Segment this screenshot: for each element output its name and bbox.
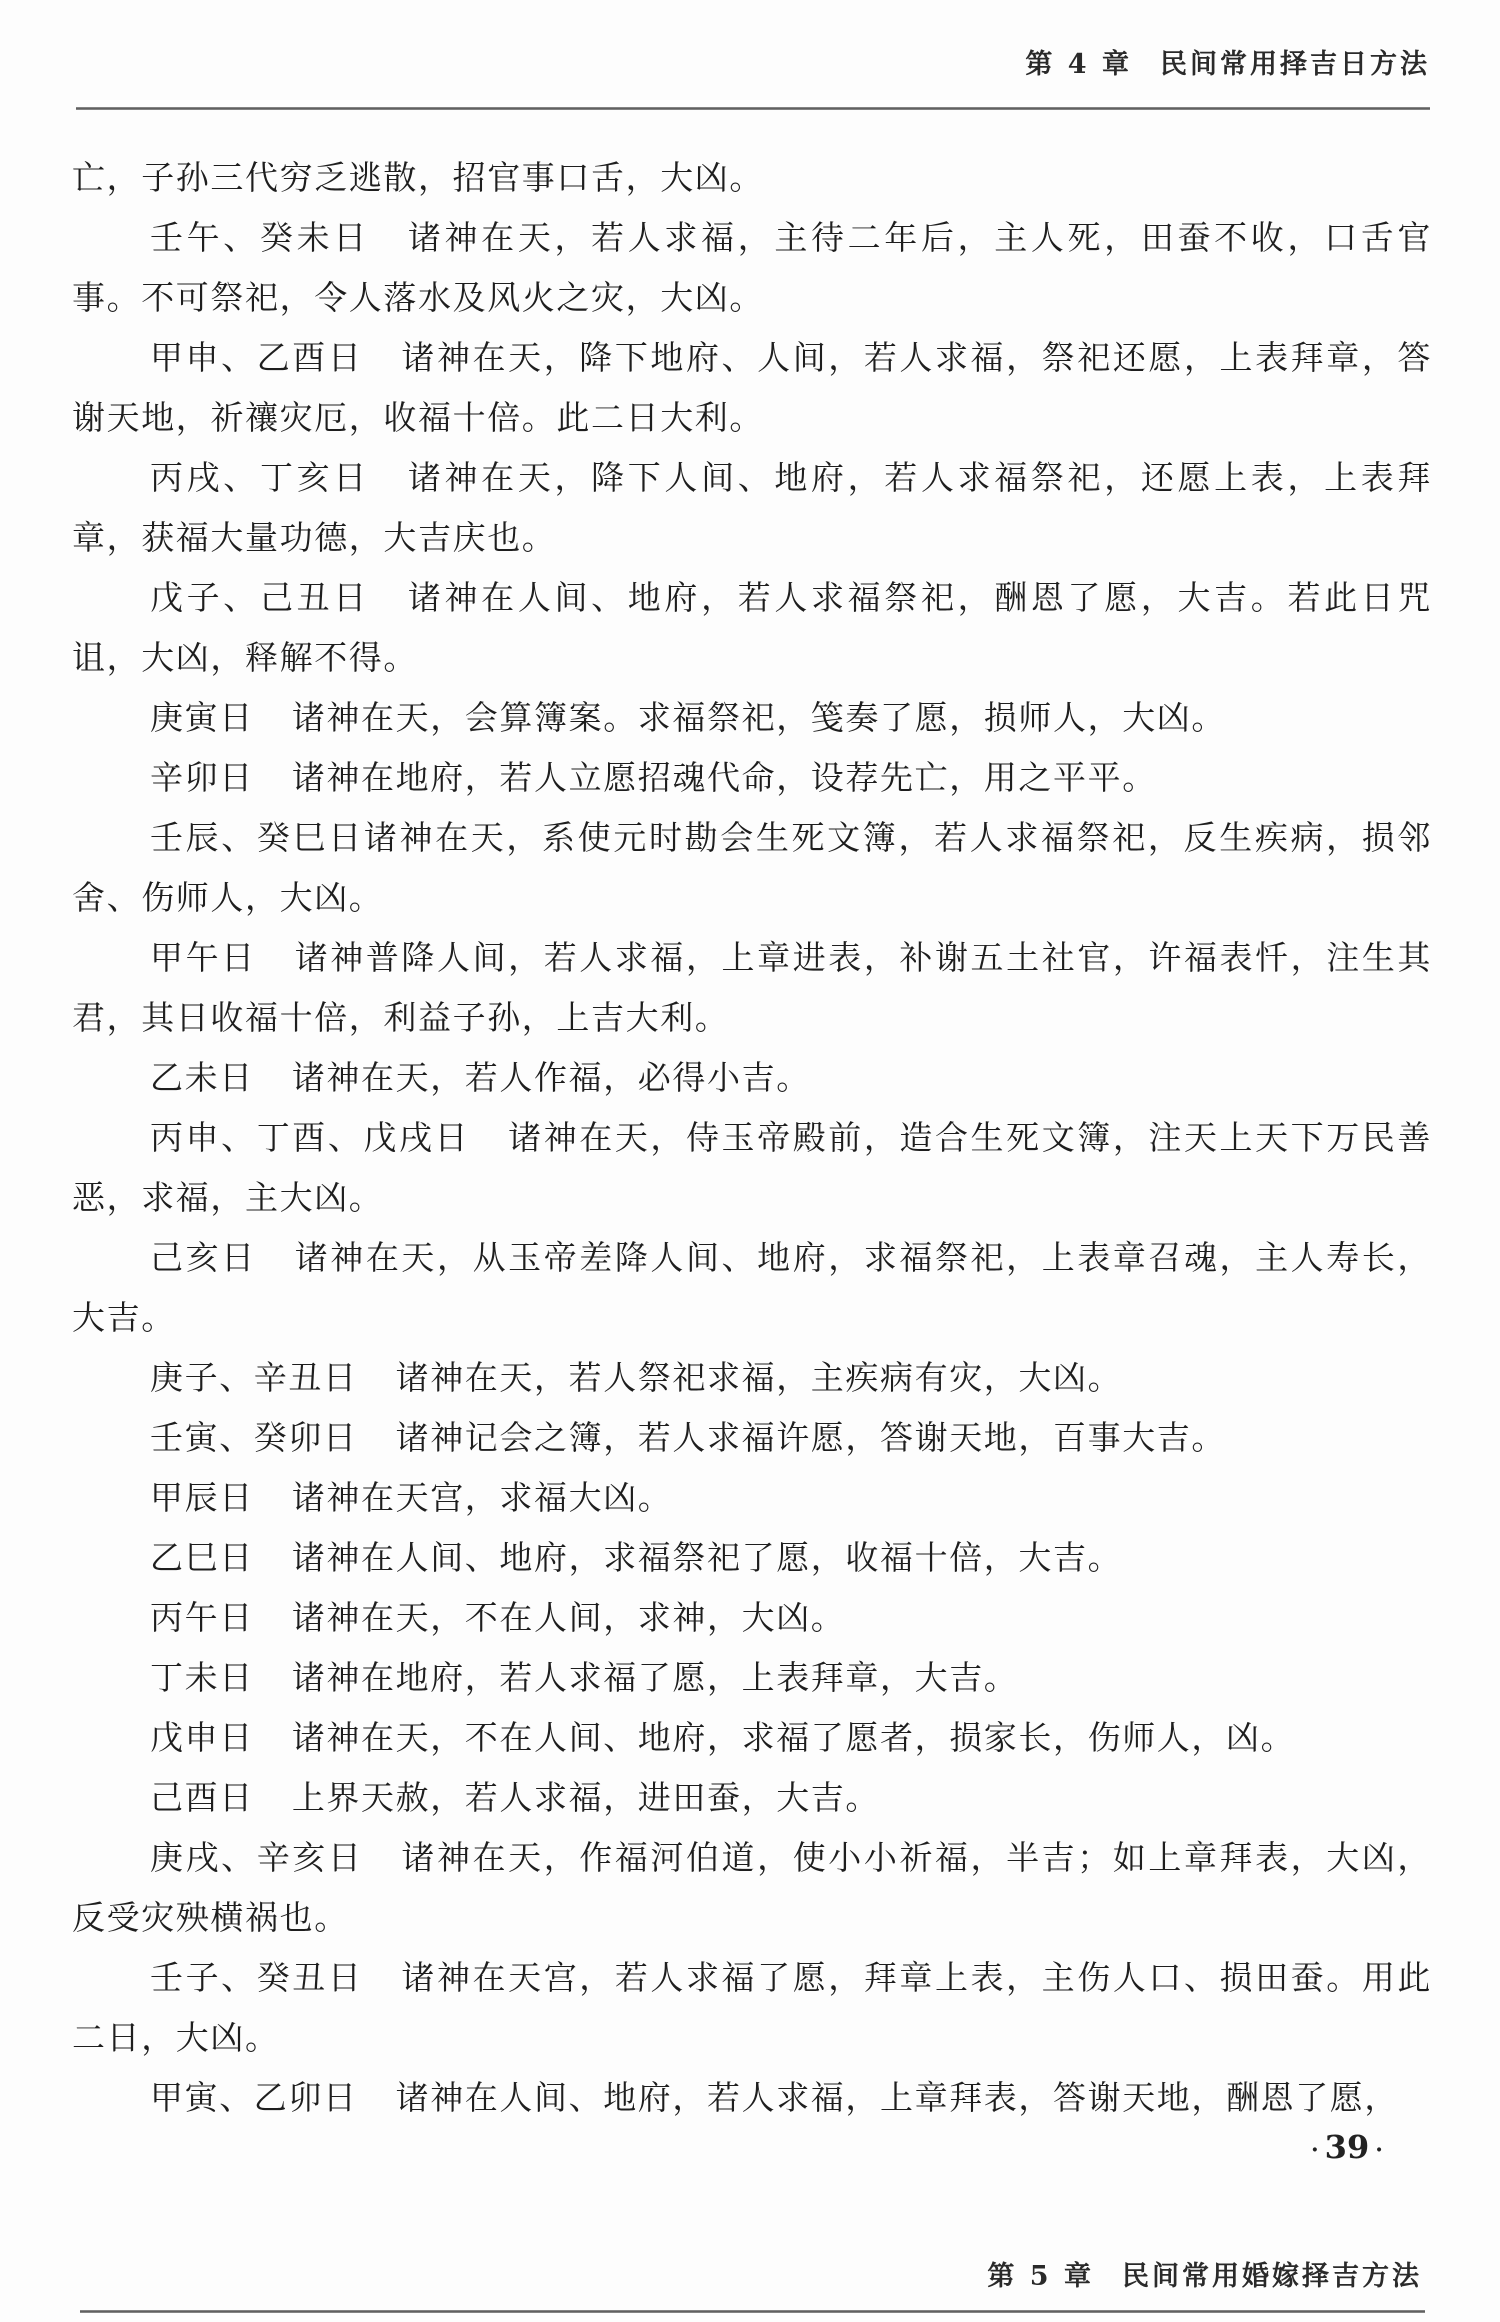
- paragraph-text: 诸神在天，不在人间、地府，求福了愿者，损家长，伤师人，凶。: [291, 1718, 1296, 1757]
- paragraph: [72, 1108, 1432, 1228]
- paragraph-text: 诸神在天，若人作福，必得小吉。: [291, 1058, 811, 1097]
- day-label: 壬午、癸未日: [150, 218, 370, 257]
- paragraph: [72, 1528, 1432, 1588]
- paragraph: [72, 1468, 1432, 1528]
- paragraph: [72, 748, 1432, 808]
- paragraph: [72, 148, 1432, 208]
- paragraph-text: 诸神在天，会算簿案。求福祭祀，笺奏了愿，损师人，大凶。: [291, 698, 1227, 737]
- paragraph-text: 诸神在天，不在人间，求神，大凶。: [291, 1598, 846, 1637]
- chapter-number: 第 5 章: [987, 2261, 1094, 2292]
- paragraph-text: 诸神在天，降下人间、地府，若人求福祭祀，还愿上表，上表拜章，获福大量功德，大吉庆也。: [72, 458, 1432, 557]
- paragraph-text: 诸神在人间、地府，求福祭祀了愿，收福十倍，大吉。: [291, 1538, 1123, 1577]
- running-header: [1025, 42, 1430, 81]
- page-number-value: 39: [1324, 2128, 1370, 2166]
- paragraph: [72, 568, 1432, 688]
- paragraph: [72, 328, 1432, 448]
- paragraph: [72, 1408, 1432, 1468]
- paragraph-text: 诸神记会之簿，若人求福许愿，答谢天地，百事大吉。: [395, 1418, 1227, 1457]
- day-label: 壬寅、癸卯日: [150, 1418, 358, 1457]
- paragraph-text: 诸神在天，侍玉帝殿前，造合生死文簿，注天上天下万民善恶，求福，主大凶。: [72, 1118, 1432, 1217]
- paragraph: [72, 1948, 1432, 2068]
- footer-rule: [80, 2310, 1425, 2313]
- page-number: [1305, 2128, 1389, 2166]
- paragraph: [72, 808, 1432, 928]
- paragraph: [72, 2068, 1432, 2128]
- paragraph-text: 诸神在地府，若人求福了愿，上表拜章，大吉。: [291, 1658, 1019, 1697]
- paragraph: [72, 1588, 1432, 1648]
- paragraph: [72, 1228, 1432, 1348]
- day-label: 甲申、乙酉日: [150, 338, 364, 377]
- paragraph-text: 亡，子孙三代穷乏逃散，招官事口舌，大凶。: [72, 158, 764, 197]
- paragraph: [72, 1828, 1432, 1948]
- day-label: 乙巳日: [150, 1538, 254, 1577]
- paragraph-text: 诸神在天，作福河伯道，使小小祈福，半吉；如上章拜表，大凶，反受灾殃横祸也。: [72, 1838, 1432, 1937]
- day-label: 己亥日: [150, 1238, 257, 1277]
- paragraph: [72, 208, 1432, 328]
- day-label: 壬辰、癸巳日: [150, 818, 364, 857]
- day-label: 丙戌、丁亥日: [150, 458, 370, 497]
- paragraph-text: 诸神在人间、地府，若人求福祭祀，酬恩了愿，大吉。若此日咒诅，大凶，释解不得。: [72, 578, 1432, 677]
- paragraph: [72, 928, 1432, 1048]
- chapter-number: 第 4 章: [1025, 49, 1132, 80]
- paragraph-text: 诸神在天，系使元时勘会生死文簿，若人求福祭祀，反生疾病，损邻舍、伤师人，大凶。: [72, 818, 1432, 917]
- paragraph-text: 诸神在地府，若人立愿招魂代命，设荐先亡，用之平平。: [291, 758, 1157, 797]
- paragraph-text: 上界天赦，若人求福，进田蚕，大吉。: [291, 1778, 881, 1817]
- day-label: 丙午日: [150, 1598, 254, 1637]
- day-label: 丁未日: [150, 1658, 254, 1697]
- day-label: 甲寅、乙卯日: [150, 2078, 358, 2117]
- page-dot-left: ·: [1311, 2136, 1319, 2163]
- day-label: 辛卯日: [150, 758, 254, 797]
- day-label: 己酉日: [150, 1778, 254, 1817]
- paragraph-text: 诸神在人间、地府，若人求福，上章拜表，答谢天地，酬恩了愿，: [395, 2078, 1400, 2117]
- day-label: 甲午日: [150, 938, 257, 977]
- day-label: 甲辰日: [150, 1478, 254, 1517]
- paragraph-text: 诸神在天，若人求福，主待二年后，主人死，田蚕不收，口舌官事。不可祭祀，令人落水及风火之灾，大凶。: [72, 218, 1432, 317]
- paragraph-text: 诸神在天宫，求福大凶。: [291, 1478, 673, 1517]
- paragraph-text: 诸神在天，若人祭祀求福，主疾病有灾，大凶。: [395, 1358, 1123, 1397]
- page-dot-right: ·: [1375, 2136, 1383, 2163]
- paragraph-text: 诸神在天宫，若人求福了愿，拜章上表，主伤人口、损田蚕。用此二日，大凶。: [72, 1958, 1432, 2057]
- paragraph: [72, 1768, 1432, 1828]
- next-page-running-header: [987, 2254, 1422, 2293]
- day-label: 庚戌、辛亥日: [150, 1838, 364, 1877]
- day-label: 丙申、丁酉、戊戌日: [150, 1118, 471, 1157]
- day-label: 乙未日: [150, 1058, 254, 1097]
- day-label: 壬子、癸丑日: [150, 1958, 364, 1997]
- paragraph: [72, 1648, 1432, 1708]
- paragraph: [72, 1048, 1432, 1108]
- paragraph: [72, 1348, 1432, 1408]
- day-label: 戊子、己丑日: [150, 578, 370, 617]
- paragraph-text: 诸神在天，从玉帝差降人间、地府，求福祭祀，上表章召魂，主人寿长，大吉。: [72, 1238, 1432, 1337]
- paragraph: [72, 1708, 1432, 1768]
- header-rule: [76, 107, 1430, 110]
- day-label: 庚寅日: [150, 698, 254, 737]
- paragraph-text: 诸神在天，降下地府、人间，若人求福，祭祀还愿，上表拜章，答谢天地，祈禳灾厄，收福十倍。此二日大利。: [72, 338, 1432, 437]
- chapter-title: 民间常用择吉日方法: [1160, 49, 1430, 80]
- paragraph: [72, 448, 1432, 568]
- chapter-title: 民间常用婚嫁择吉方法: [1122, 2261, 1422, 2292]
- day-label: 戊申日: [150, 1718, 254, 1757]
- day-label: 庚子、辛丑日: [150, 1358, 358, 1397]
- paragraph-text: 诸神普降人间，若人求福，上章进表，补谢五土社官，许福表忏，注生其君，其日收福十倍，利益子孙，上吉大利。: [72, 938, 1432, 1037]
- body-text: [72, 148, 1432, 2128]
- paragraph: [72, 688, 1432, 748]
